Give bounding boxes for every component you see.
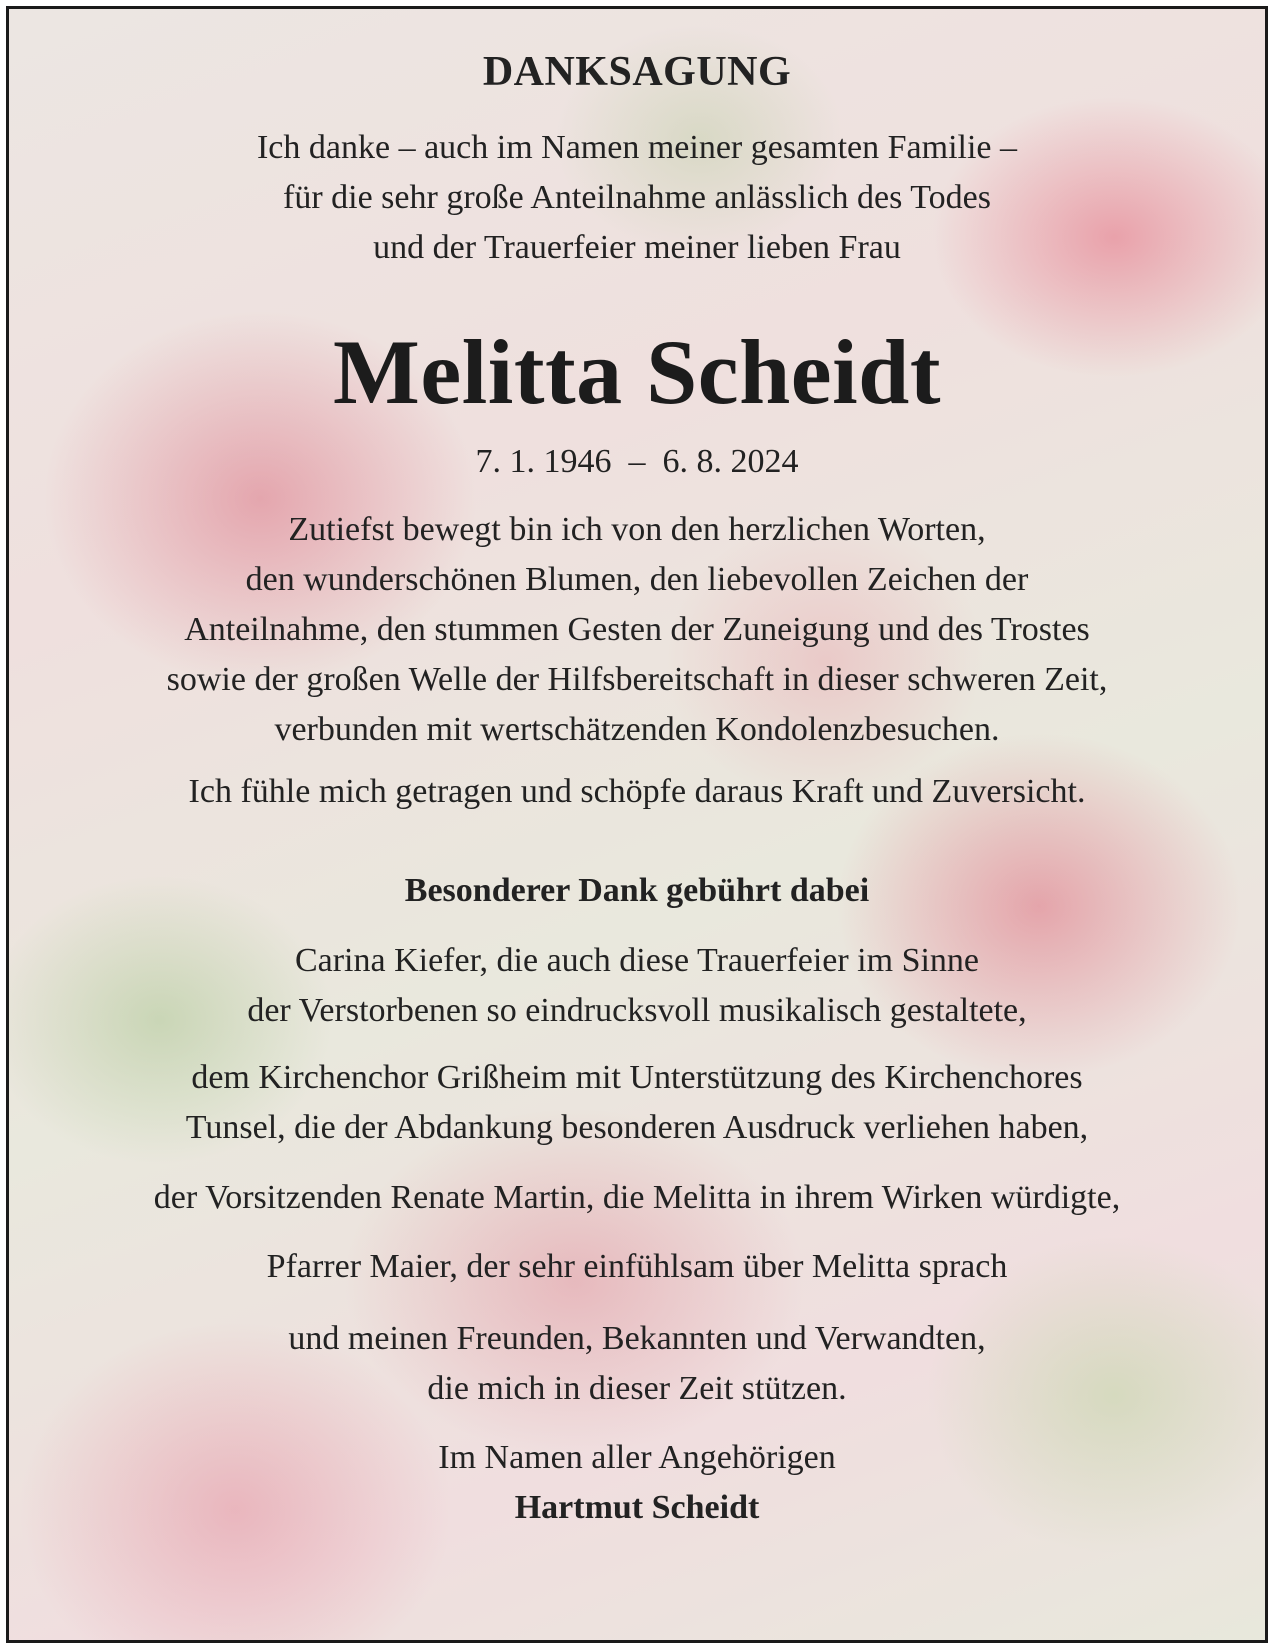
obituary-notice (6, 6, 1268, 1643)
deceased-name: Melitta Scheidt (333, 321, 941, 423)
thanks-choir (9, 1053, 1265, 1153)
body-line: Zutiefst bewegt bin ich von den herzlichen Worten, (288, 511, 986, 548)
body-line: Anteilnahme, den stummen Gesten der Zuneigung und des Trostes (184, 611, 1090, 648)
thanks-line: der Verstorbenen so eindrucksvoll musikalisch gestaltete, (247, 992, 1027, 1029)
intro-line: und der Trauerfeier meiner lieben Frau (373, 229, 901, 266)
thanks-line: Carina Kiefer, die auch diese Trauerfeier im Sinne (294, 942, 980, 979)
special-thanks-title (9, 866, 1265, 916)
body-line: den wunderschönen Blumen, den liebevollen Zeichen der (245, 561, 1029, 598)
thanks-line: Tunsel, die der Abdankung besonderen Ausdruck verliehen haben, (185, 1109, 1089, 1146)
deceased-dates: 7. 1. 1946 – 6. 8. 2024 (475, 443, 799, 480)
strength-text (9, 767, 1265, 817)
signature-block (9, 1433, 1265, 1533)
intro-text (9, 123, 1265, 273)
thanks-friends (9, 1314, 1265, 1414)
thanks-carina (9, 936, 1265, 1036)
thanks-pastor (9, 1242, 1265, 1292)
notice-heading: DANKSAGUNG (482, 49, 792, 95)
body-line: verbunden mit wertschätzenden Kondolenzbesuchen. (274, 711, 1000, 748)
thanks-line: und meinen Freunden, Bekannten und Verwandten, (288, 1320, 986, 1357)
thanks-chair (9, 1173, 1265, 1223)
signature-line: Im Namen aller Angehörigen (438, 1439, 836, 1476)
thanks-line: die mich in dieser Zeit stützen. (427, 1370, 847, 1407)
special-thanks-title-line: Besonderer Dank gebührt dabei (404, 872, 870, 909)
signature-name: Hartmut Scheidt (514, 1489, 760, 1526)
thanks-line: Pfarrer Maier, der sehr einfühlsam über Melitta sprach (266, 1248, 1008, 1285)
intro-line: Ich danke – auch im Namen meiner gesamten Familie – (256, 129, 1018, 166)
thanks-line: der Vorsitzenden Renate Martin, die Melitta in ihrem Wirken würdigte, (153, 1179, 1121, 1216)
strength-line: Ich fühle mich getragen und schöpfe daraus Kraft und Zuversicht. (188, 773, 1086, 810)
body-text (9, 505, 1265, 755)
intro-line: für die sehr große Anteilnahme anlässlich des Todes (283, 179, 991, 216)
thanks-line: dem Kirchenchor Grißheim mit Unterstützung des Kirchenchores (191, 1059, 1083, 1096)
body-line: sowie der großen Welle der Hilfsbereitschaft in dieser schweren Zeit, (166, 661, 1108, 698)
